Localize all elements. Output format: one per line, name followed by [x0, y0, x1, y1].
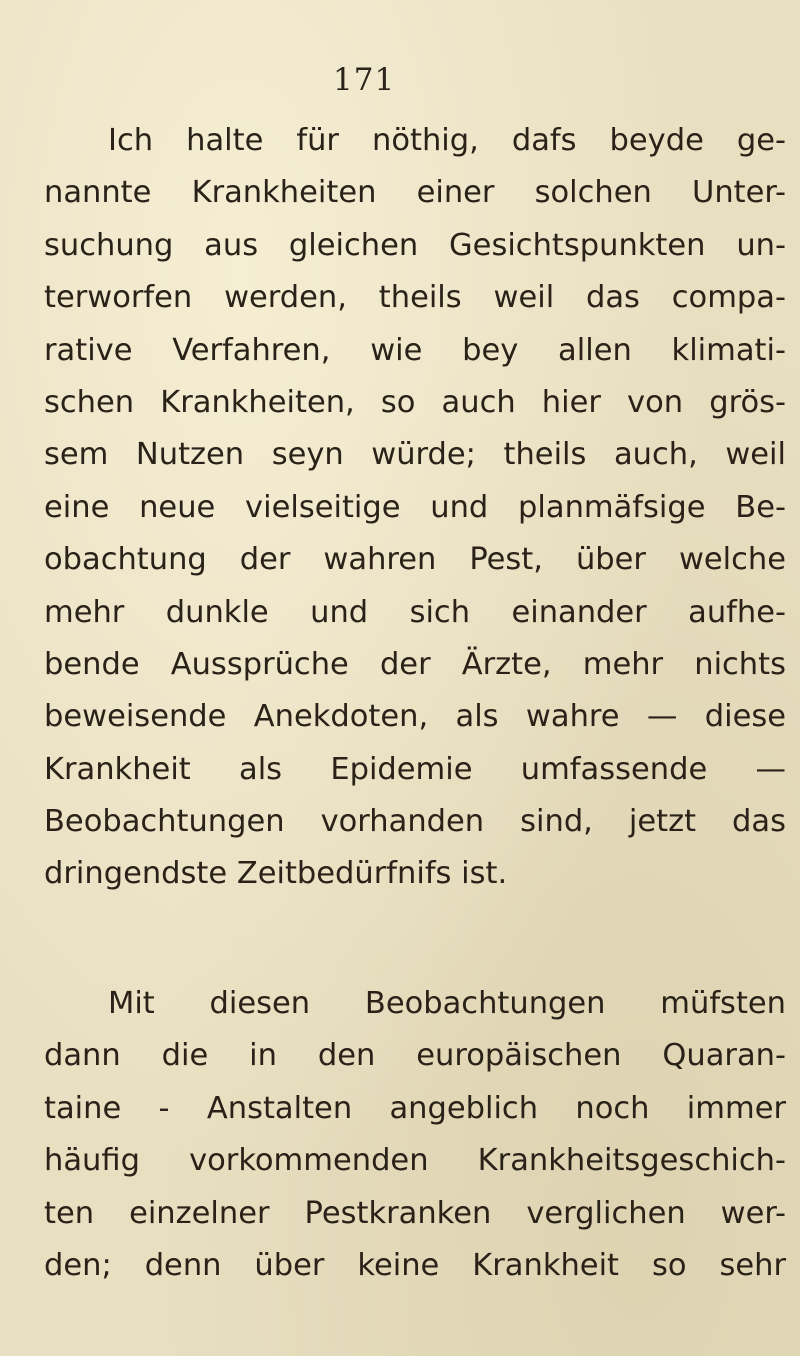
text-line: Krankheit als Epidemie umfassende —	[44, 751, 786, 787]
text-line: bende Aussprüche der Ärzte, mehr nichts	[44, 646, 786, 682]
text-line: eine neue vielseitige und planmäfsige Be-	[44, 489, 786, 525]
text-line: schen Krankheiten, so auch hier von grös-	[44, 384, 786, 420]
text-line: dringendste Zeitbedürfnifs ist.	[44, 856, 508, 892]
paragraph-2	[44, 978, 786, 1292]
text-line: rative Verfahren, wie bey allen klimati-	[44, 332, 786, 368]
text-line: sem Nutzen seyn würde; theils auch, weil	[44, 437, 786, 473]
text-line: nannte Krankheiten einer solchen Unter-	[44, 175, 786, 211]
text-line: den; denn über keine Krankheit so sehr	[44, 1247, 786, 1283]
text-line: Mit diesen Beobachtungen müfsten	[108, 986, 786, 1021]
text-line: Ich halte für nöthig, dafs beyde ge-	[108, 123, 786, 158]
text-line: Beobachtungen vorhanden sind, jetzt das	[44, 804, 786, 840]
text-line: häufig vorkommenden Krankheitsgeschich-	[44, 1143, 786, 1179]
text-line: taine - Anstalten angeblich noch immer	[44, 1090, 786, 1126]
text-line: ten einzelner Pestkranken verglichen wer-	[44, 1195, 786, 1231]
paragraph-1	[44, 115, 786, 901]
page-number: 171	[333, 62, 396, 98]
text-line: beweisende Anekdoten, als wahre — diese	[44, 699, 786, 735]
text-line: obachtung der wahren Pest, über welche	[44, 542, 786, 578]
text-line: mehr dunkle und sich einander aufhe-	[44, 594, 786, 630]
text-line: suchung aus gleichen Gesichtspunkten un-	[44, 227, 786, 263]
text-line: dann die in den europäischen Quaran-	[44, 1038, 786, 1074]
text-line: terworfen werden, theils weil das compa-	[44, 280, 786, 316]
